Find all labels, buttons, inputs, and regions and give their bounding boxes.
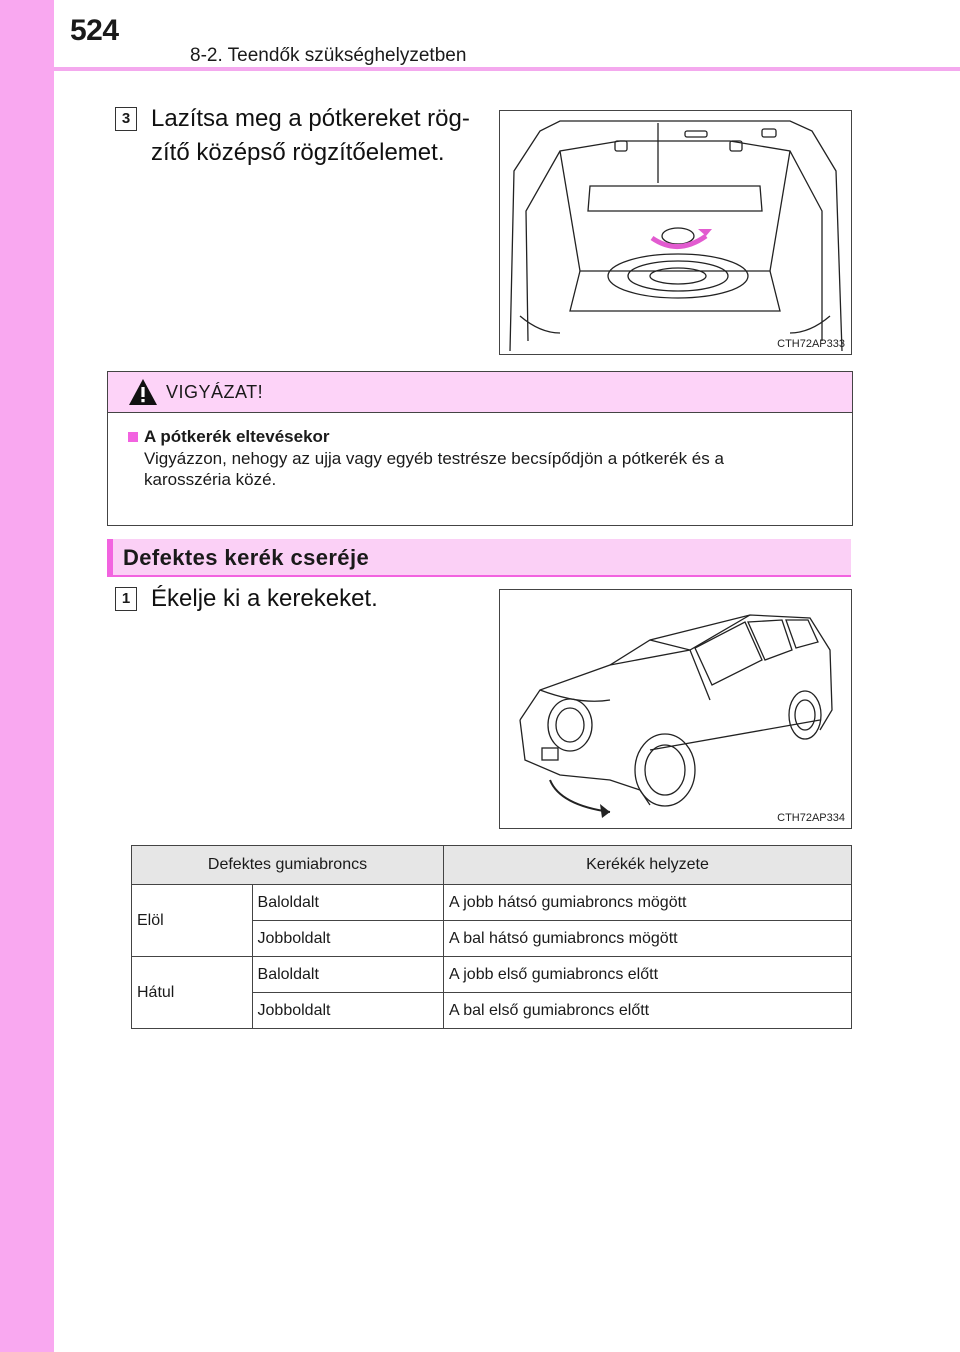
table-cell-position: A jobb első gumiabroncs előtt	[444, 957, 852, 993]
table-cell-side: Baloldalt	[252, 957, 443, 993]
table-header-row	[132, 846, 852, 885]
table-cell-position: A bal hátsó gumiabroncs mögött	[444, 921, 852, 957]
caution-header	[108, 372, 852, 413]
caution-box	[107, 371, 853, 526]
step-3-text	[151, 102, 477, 170]
step-1-text: Ékelje ki a kerekeket.	[151, 585, 378, 612]
table-row	[132, 957, 852, 993]
caution-text-line-1: Vigyázzon, nehogy az ujja vagy egyéb testrésze becsípődjön a pótkerék és a	[144, 449, 724, 468]
warning-triangle-icon	[128, 378, 158, 406]
table-group-label: Elöl	[132, 885, 253, 957]
table-row	[132, 885, 852, 921]
table-header-cell: Defektes gumiabroncs	[132, 846, 444, 885]
header-rule	[54, 67, 960, 71]
caution-subheading	[128, 427, 836, 447]
bullet-square-icon	[128, 432, 138, 442]
figure-wheel-chock	[499, 589, 852, 829]
table-cell-side: Baloldalt	[252, 885, 443, 921]
figure-trunk-spare-wheel	[499, 110, 852, 355]
car-illustration	[500, 590, 851, 828]
figure-code: CTH72AP334	[777, 812, 845, 824]
step-number-3: 3	[115, 107, 137, 131]
subsection-title: Defektes kerék cseréje	[123, 545, 370, 570]
step-3-line-2: zítő középső rögzítőelemet.	[151, 139, 445, 166]
trunk-illustration	[500, 111, 851, 354]
chock-position-table	[131, 845, 852, 1029]
caution-body	[108, 413, 852, 490]
figure-code: CTH72AP333	[777, 338, 845, 350]
subsection-heading	[107, 539, 851, 577]
table-group-label: Hátul	[132, 957, 253, 1029]
page-number: 524	[70, 14, 119, 47]
step-number-1: 1	[115, 587, 137, 611]
page-side-tab	[0, 0, 54, 1352]
table-cell-position: A jobb hátsó gumiabroncs mögött	[444, 885, 852, 921]
table-cell-side: Jobboldalt	[252, 921, 443, 957]
caution-text-line-2: karosszéria közé.	[144, 470, 277, 489]
step-3-line-1-text: Lazítsa meg a pótkereket rög-	[151, 105, 470, 132]
caution-title: VIGYÁZAT!	[166, 382, 264, 402]
table-cell-side: Jobboldalt	[252, 993, 443, 1029]
table-header-cell: Kerékék helyzete	[444, 846, 852, 885]
step-3-line-1	[151, 102, 477, 136]
caution-subtitle: A pótkerék eltevésekor	[144, 427, 330, 446]
section-heading: 8-2. Teendők szükséghelyzetben	[190, 45, 467, 66]
table-cell-position: A bal első gumiabroncs előtt	[444, 993, 852, 1029]
